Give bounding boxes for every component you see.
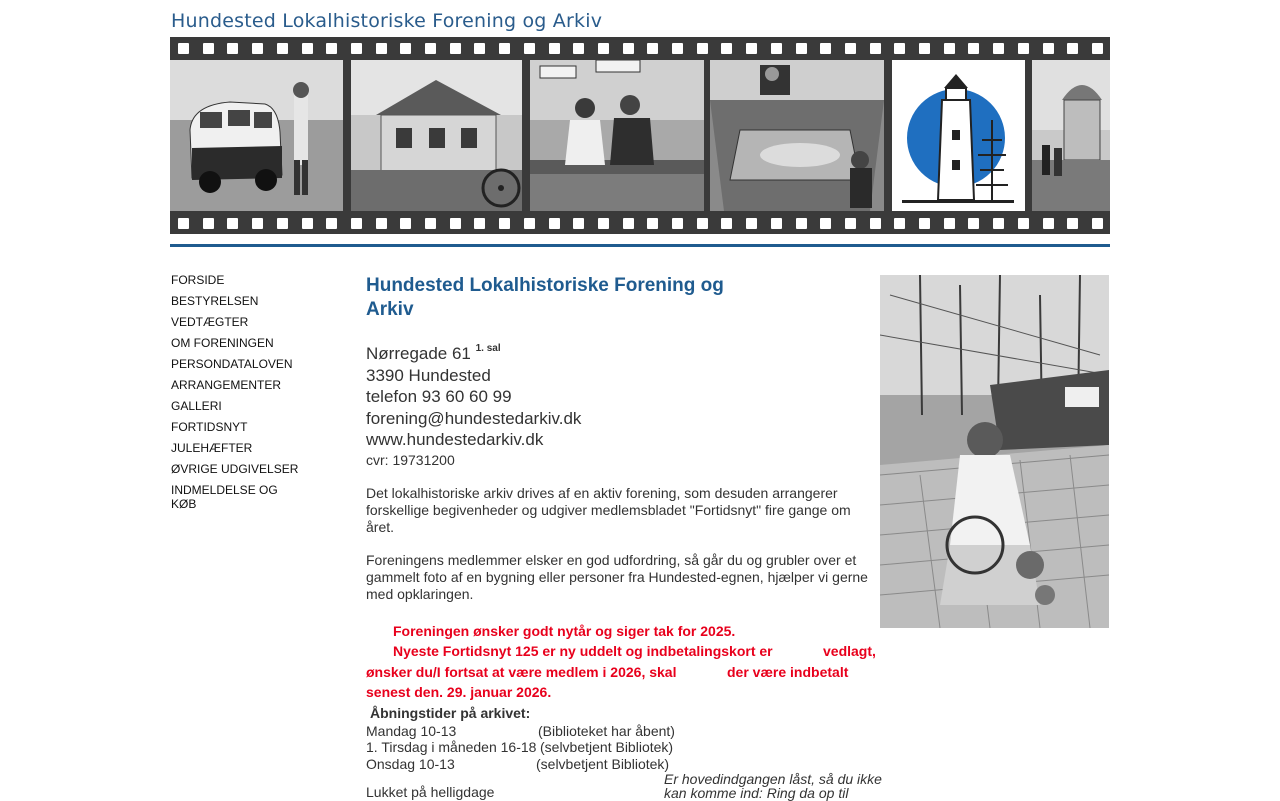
film-perforation [302,43,313,54]
intro-paragraph: Det lokalhistoriske arkiv drives af en aktiv forening, som desuden arrangerer forskellige begivenheder og udgiver medlemsbladet "Fortidsnyt" fire gange om året. [366,484,851,535]
film-perforation [474,43,485,54]
film-perforation [598,43,609,54]
nav-item-bestyrelsen[interactable]: BESTYRELSEN [171,294,259,308]
fisherman-with-nets-photo [880,275,1109,628]
hours-note: (selvbetjent Bibliotek) [536,755,670,772]
nav-item-om-foreningen[interactable]: OM FORENINGEN [171,336,274,350]
nav-item-arrangementer[interactable]: ARRANGEMENTER [171,378,282,392]
site-title[interactable]: Hundested Lokalhistoriske Forening og Arkiv [171,10,603,32]
news-line-3a: ønsker du/I fortsat at være medlem i 2026, skal [366,663,677,680]
film-perforation [573,218,584,229]
news-line-3b: der være indbetalt [727,663,849,680]
opening-hours-row [366,723,878,740]
main-navigation [171,273,321,518]
film-perforation [351,43,362,54]
film-perforation [450,43,461,54]
hours-day: Onsdag 10-13 [366,755,455,772]
film-perforation [277,218,288,229]
film-perforation [252,218,263,229]
film-perforation [894,43,905,54]
header-divider [170,244,1110,247]
film-perforation [1018,218,1029,229]
film-perforation [1043,43,1054,54]
film-perforation [400,218,411,229]
film-perforation [573,43,584,54]
film-perforation [845,218,856,229]
floor-label: 1. sal [475,343,501,354]
news-line-3 [366,662,878,683]
film-perforation [968,218,979,229]
film-perforation [524,43,535,54]
couple-on-bench-photo [530,60,704,211]
film-perforation [178,43,189,54]
film-perforation [376,218,387,229]
film-perforation [598,218,609,229]
news-line-4: senest den. 29. januar 2026. [366,684,552,700]
opening-hours-title: Åbningstider på arkivet: [370,704,531,721]
film-perforation [450,218,461,229]
nav-item-julehaefter[interactable]: JULEHÆFTER [171,441,253,455]
film-perforation [1018,43,1029,54]
address-block [366,338,878,469]
film-perforation [771,218,782,229]
film-perforations-bottom [170,212,1110,234]
cvr-number: cvr: 19731200 [366,451,455,468]
vw-bus-photo [170,60,343,211]
nav-item-vedtaegter[interactable]: VEDTÆGTER [171,315,249,329]
main-content [366,274,882,801]
house-photo [351,60,522,211]
film-perforation [1067,43,1078,54]
film-perforation [623,218,634,229]
film-perforation [227,218,238,229]
closed-holidays: Lukket på helligdage [366,784,495,800]
street-address: Nørregade 61 [366,344,471,363]
film-perforation [302,218,313,229]
film-perforation [697,218,708,229]
film-perforation [746,218,757,229]
opening-hours-row [366,739,878,756]
lighthouse-logo [892,60,1025,211]
film-perforation [647,218,658,229]
film-perforation [203,43,214,54]
fishing-boat-photo [710,60,884,211]
members-paragraph: Foreningens medlemmer elsker en god udfordring, så går du og grubler over et gammelt foto af en bygning eller personer fra Hundested-egnen, hjælper vi gerne med opklaringen. [366,551,868,602]
film-perforation [672,218,683,229]
news-line-1: Foreningen ønsker godt nytår og siger tak for 2025. [393,622,736,639]
film-perforation [1043,218,1054,229]
news-announcement [366,621,878,703]
film-perforation [771,43,782,54]
nav-item-galleri[interactable]: GALLERI [171,399,222,413]
film-perforation [400,43,411,54]
film-perforation [227,43,238,54]
film-perforation [623,43,634,54]
film-perforation [672,43,683,54]
phone-line: telefon 93 60 60 99 [366,387,512,406]
film-perforation [796,43,807,54]
hours-day: Mandag 10-13 [366,722,457,739]
film-perforation [326,218,337,229]
film-perforation [351,218,362,229]
locked-entrance-note: Er hovedindgangen låst, så du ikke kan komme ind: Ring da op til [664,771,882,801]
nav-item-indmeldelse-og-kob[interactable]: INDMELDELSE OG KØB [171,483,278,511]
nav-item-fortidsnyt[interactable]: FORTIDSNYT [171,420,248,434]
film-perforation [326,43,337,54]
film-perforation [968,43,979,54]
film-perforation [1092,218,1103,229]
film-perforation [870,43,881,54]
nav-item-ovrige-udgivelser[interactable]: ØVRIGE UDGIVELSER [171,462,299,476]
film-perforation [993,43,1004,54]
pavilion-photo [1032,60,1110,211]
city-line: 3390 Hundested [366,365,491,385]
news-line-2b: vedlagt, [823,643,876,659]
film-perforation [1067,218,1078,229]
film-perforation [499,43,510,54]
film-perforation [549,43,560,54]
film-perforation [524,218,535,229]
nav-item-persondataloven[interactable]: PERSONDATALOVEN [171,357,293,371]
film-perforation [178,218,189,229]
opening-hours-row [366,756,878,773]
film-perforation [919,43,930,54]
hours-note: (selvbetjent Bibliotek) [540,739,674,755]
film-perforation [894,218,905,229]
film-perforation [721,43,732,54]
film-perforation [376,43,387,54]
film-perforation [697,43,708,54]
film-perforation [870,218,881,229]
film-perforation [721,218,732,229]
website-link[interactable]: www.hundestedarkiv.dk [366,430,544,449]
film-perforation [796,218,807,229]
film-perforation [993,218,1004,229]
header-film-strip [170,37,1110,234]
film-perforation [425,218,436,229]
film-perforation [746,43,757,54]
nav-item-forside[interactable]: FORSIDE [171,273,225,287]
hours-note: (Biblioteket har åbent) [538,722,675,739]
film-perforation [549,218,560,229]
film-perforations-top [170,37,1110,59]
film-perforation [474,218,485,229]
film-perforation [1092,43,1103,54]
film-perforation [252,43,263,54]
film-perforation [845,43,856,54]
news-line-2a: Nyeste Fortidsnyt 125 er ny uddelt og indbetalingskort er [393,643,773,659]
film-perforation [944,43,955,54]
film-perforation [203,218,214,229]
film-perforation [425,43,436,54]
film-perforation [499,218,510,229]
film-perforation [820,218,831,229]
film-perforation [820,43,831,54]
news-line-2 [366,641,878,662]
hours-day: 1. Tirsdag i måneden 16-18 [366,739,537,755]
page-title: Hundested Lokalhistoriske Forening og Arkiv [366,275,724,320]
film-perforation [944,218,955,229]
film-perforation [919,218,930,229]
film-perforation [277,43,288,54]
email-link[interactable]: forening@hundestedarkiv.dk [366,408,582,428]
film-perforation [647,43,658,54]
